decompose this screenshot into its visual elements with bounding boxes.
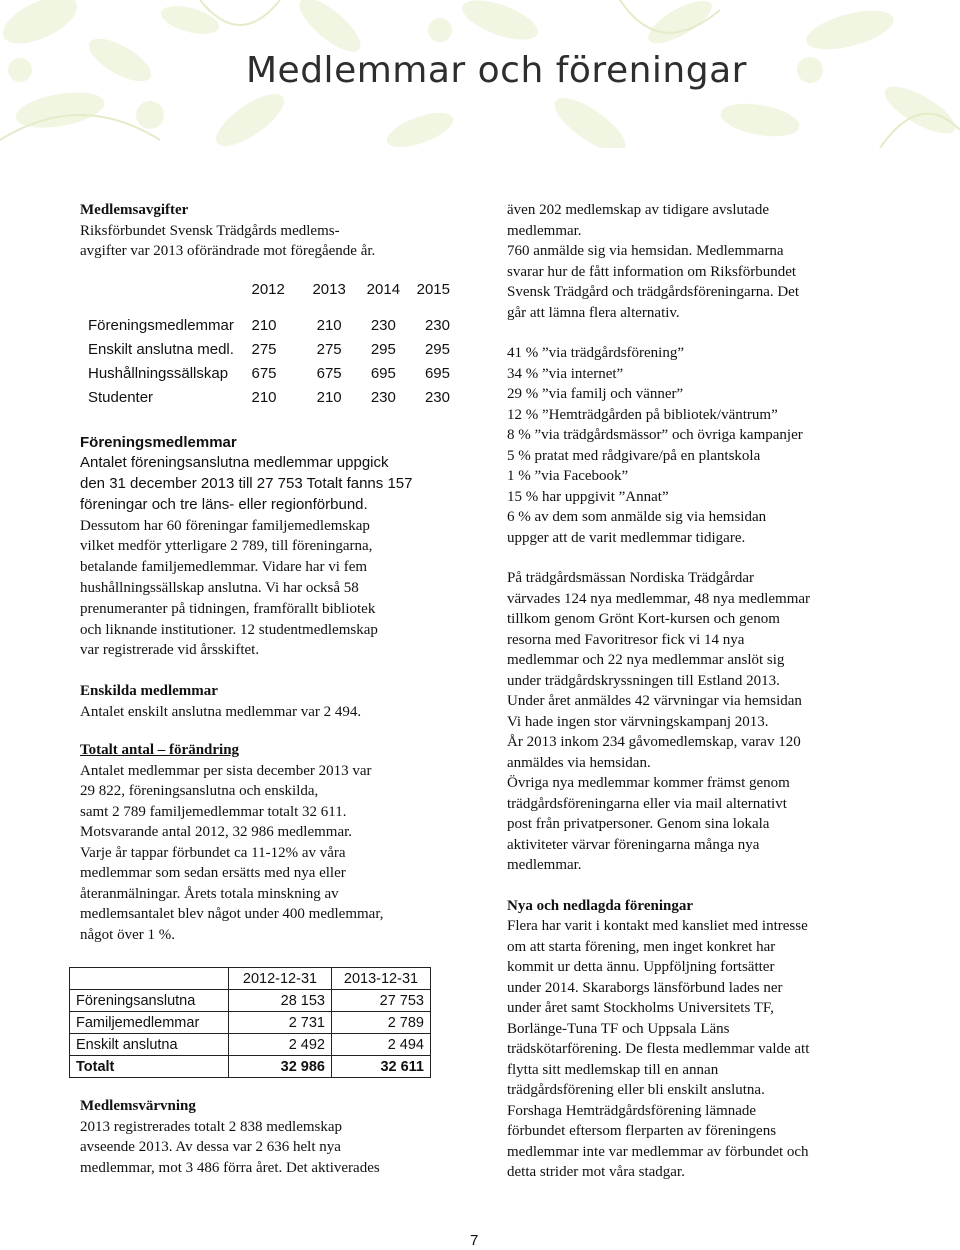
summary-row: [70, 990, 431, 1012]
summary-row: [70, 1034, 431, 1056]
summary-value: 2 731: [229, 1012, 332, 1034]
fee-value: 275: [251, 341, 277, 359]
new-associations-heading: Nya och nedlagda föreningar: [507, 897, 693, 914]
list-item: 1 % ”via Facebook”: [507, 468, 629, 484]
assoc-text: Antalet föreningsanslutna medlemmar uppgick den 31 december 2013 till 27 753 Totalt fanns 157 föreningar och tre läns- eller regionförbund.: [80, 454, 413, 513]
fee-row: [88, 315, 450, 339]
fee-value: 210: [316, 389, 342, 407]
list-item: 29 % ”via familj och vänner”: [507, 386, 684, 402]
recruitment-text: 2013 registrerades totalt 2 838 medlemskap avseende 2013. Av dessa var 2 636 helt nya medlemmar, mot 3 486 förra året. Det aktiverades: [80, 1118, 380, 1176]
summary-col-header: 2013-12-31: [332, 968, 431, 990]
fee-value: 275: [316, 341, 342, 359]
list-item: 8 % ”via trädgårdsmässor” och övriga kampanjer: [507, 427, 803, 443]
individual-heading: Enskilda medlemmar: [80, 683, 218, 700]
fees-text: Riksförbundet Svensk Trädgårds medlems- avgifter var 2013 oförändrade mot föregående år.: [80, 222, 376, 259]
list-item: 34 % ”via internet”: [507, 365, 624, 382]
page-number: 7: [470, 1232, 479, 1249]
summary-value: 32 986: [229, 1056, 332, 1078]
summary-value: 2 492: [229, 1034, 332, 1056]
fee-label: Hushållningssällskap: [88, 365, 229, 383]
fee-value: 230: [424, 389, 450, 407]
summary-value: 2 494: [332, 1034, 431, 1056]
list-item: uppger att de varit medlemmar tidigare.: [507, 529, 746, 546]
fee-year: 2013: [312, 281, 346, 299]
summary-header-row: [70, 968, 431, 990]
summary-table: [69, 967, 431, 1078]
fee-value: 210: [251, 389, 277, 407]
summary-value: 27 753: [332, 990, 431, 1012]
summary-label: Familjemedlemmar: [70, 1012, 229, 1034]
summary-label: Föreningsanslutna: [70, 990, 229, 1012]
fee-value: 695: [370, 365, 396, 383]
fee-year: 2014: [366, 281, 401, 299]
fee-label: Föreningsmedlemmar: [88, 317, 234, 335]
total-text: Antalet medlemmar per sista december 2013 var 29 822, föreningsanslutna och enskilda, samt 2 789 familjemedlemmar totalt 32 611. Motsvarande antal 2012, 32 986 medlemmar. Varje år tappar förbundet ca 11-12% av våra medlemmar som sedan ersätts med nya eller återanmälningar. Årets totala minskning av medlemsantalet blev något under 400 medlemmar, något över 1 %.: [80, 762, 384, 943]
fee-value: 210: [251, 317, 277, 335]
fee-value: 295: [370, 341, 396, 359]
individual-text: Antalet enskilt anslutna medlemmar var 2 494.: [80, 703, 362, 720]
fee-value: 675: [316, 365, 342, 383]
fee-value: 230: [370, 317, 396, 335]
fee-value: 295: [424, 341, 450, 359]
summary-value: 28 153: [229, 990, 332, 1012]
fee-row: [88, 339, 450, 363]
fee-year: 2012: [251, 281, 285, 299]
assoc-text-2: Dessutom har 60 föreningar familjemedlemskap vilket medför ytterligare 2 789, till föreningarna, betalande familjemedlemmar. Vidare har vi fem hushållningssällskap anslutna. Vi har också 58 prenumeranter på tidningen, framförallt bibliotek och liknande institutioner. 12 studentmedlemskap var registrerade vid årsskiftet.: [80, 517, 378, 659]
fee-value: 675: [251, 365, 277, 383]
summary-label: Enskilt anslutna: [70, 1034, 229, 1056]
fee-row: [88, 387, 450, 411]
new-associations-text: Flera har varit i kontakt med kansliet med intresse om att starta förening, men inget konkret har kommit ur detta ännu. Uppföljning fortsätter under 2014. Skaraborgs länsförbund lades ner under året samt Stockholms Universitets TF, Borlänge-Tuna TF och Uppsala Läns trädskötarförening. De flesta medlemmar valde att flytta sitt medlemskap till en annan trädgårdsförening eller bli enskilt anslutna. Forshaga Hemträdgårdsförening lämnade förbundet eftersom flerparten av föreningens medlemmar inte var medlemmar av förbundet och detta strider mot våra stadgar.: [507, 918, 810, 1180]
fair-text: På trädgårdsmässan Nordiska Trädgårdar värvades 124 nya medlemmar, 48 nya medlemmar tillkom genom Grönt Kort-kursen och genom resorna med Favoritresor fick vi 14 nya medlemmar och 22 nya medlemmar anslöt sig under trädgårdskryssningen till Estland 2013. Under året anmäldes 42 värvningar via hemsidan Vi hade ingen stor värvningskampanj 2013. År 2013 inkom 234 gåvomedlemskap, varav 120 anmäldes via hemsidan. Övriga nya medlemmar kommer främst genom trädgårdsföreningarna eller via mail alternativt post från privatpersoner. Genom sina lokala aktiviteter värvar föreningarna många nya medlemmar.: [507, 570, 811, 873]
summary-value: 32 611: [332, 1056, 431, 1078]
list-item: 5 % pratat med rådgivare/på en plantskola: [507, 447, 761, 464]
fee-value: 210: [316, 317, 342, 335]
fee-table-header: [88, 279, 450, 303]
continued-text: även 202 medlemskap av tidigare avslutade medlemmar. 760 anmälde sig via hemsidan. Medlemmarna svarar hur de fått information om Riksförbundet Svensk Trädgård och trädgårdsföreningarna. Det går att lämna flera alternativ.: [507, 202, 800, 321]
source-list: [507, 343, 887, 548]
recruitment-heading: Medlemsvärvning: [80, 1098, 196, 1115]
fee-value: 230: [370, 389, 396, 407]
fee-table: [88, 279, 450, 411]
fee-label: Enskilt anslutna medl.: [88, 341, 234, 359]
assoc-heading: Föreningsmedlemmar: [80, 433, 237, 451]
list-item: 12 % ”Hemträdgården på bibliotek/väntrum”: [507, 406, 778, 423]
summary-label: Totalt: [70, 1056, 229, 1078]
summary-total-row: [70, 1056, 431, 1078]
list-item: 15 % har uppgivit ”Annat”: [507, 488, 669, 505]
left-column: [76, 200, 450, 1178]
header-banner: [0, 0, 960, 148]
right-column: [507, 200, 887, 1183]
fee-label: Studenter: [88, 389, 154, 407]
fee-value: 230: [424, 317, 450, 335]
summary-row: [70, 1012, 431, 1034]
fee-value: 695: [424, 365, 450, 383]
list-item: 41 % ”via trädgårdsförening”: [507, 345, 685, 361]
total-heading: Totalt antal – förändring: [80, 742, 240, 759]
fee-row: [88, 363, 450, 387]
fees-heading: Medlemsavgifter: [80, 202, 189, 218]
fee-year: 2015: [416, 281, 450, 299]
list-item: 6 % av dem som anmälde sig via hemsidan: [507, 509, 767, 525]
summary-value: 2 789: [332, 1012, 431, 1034]
page-title: Medlemmar och föreningar: [246, 50, 747, 91]
summary-col-header: 2012-12-31: [229, 968, 332, 990]
